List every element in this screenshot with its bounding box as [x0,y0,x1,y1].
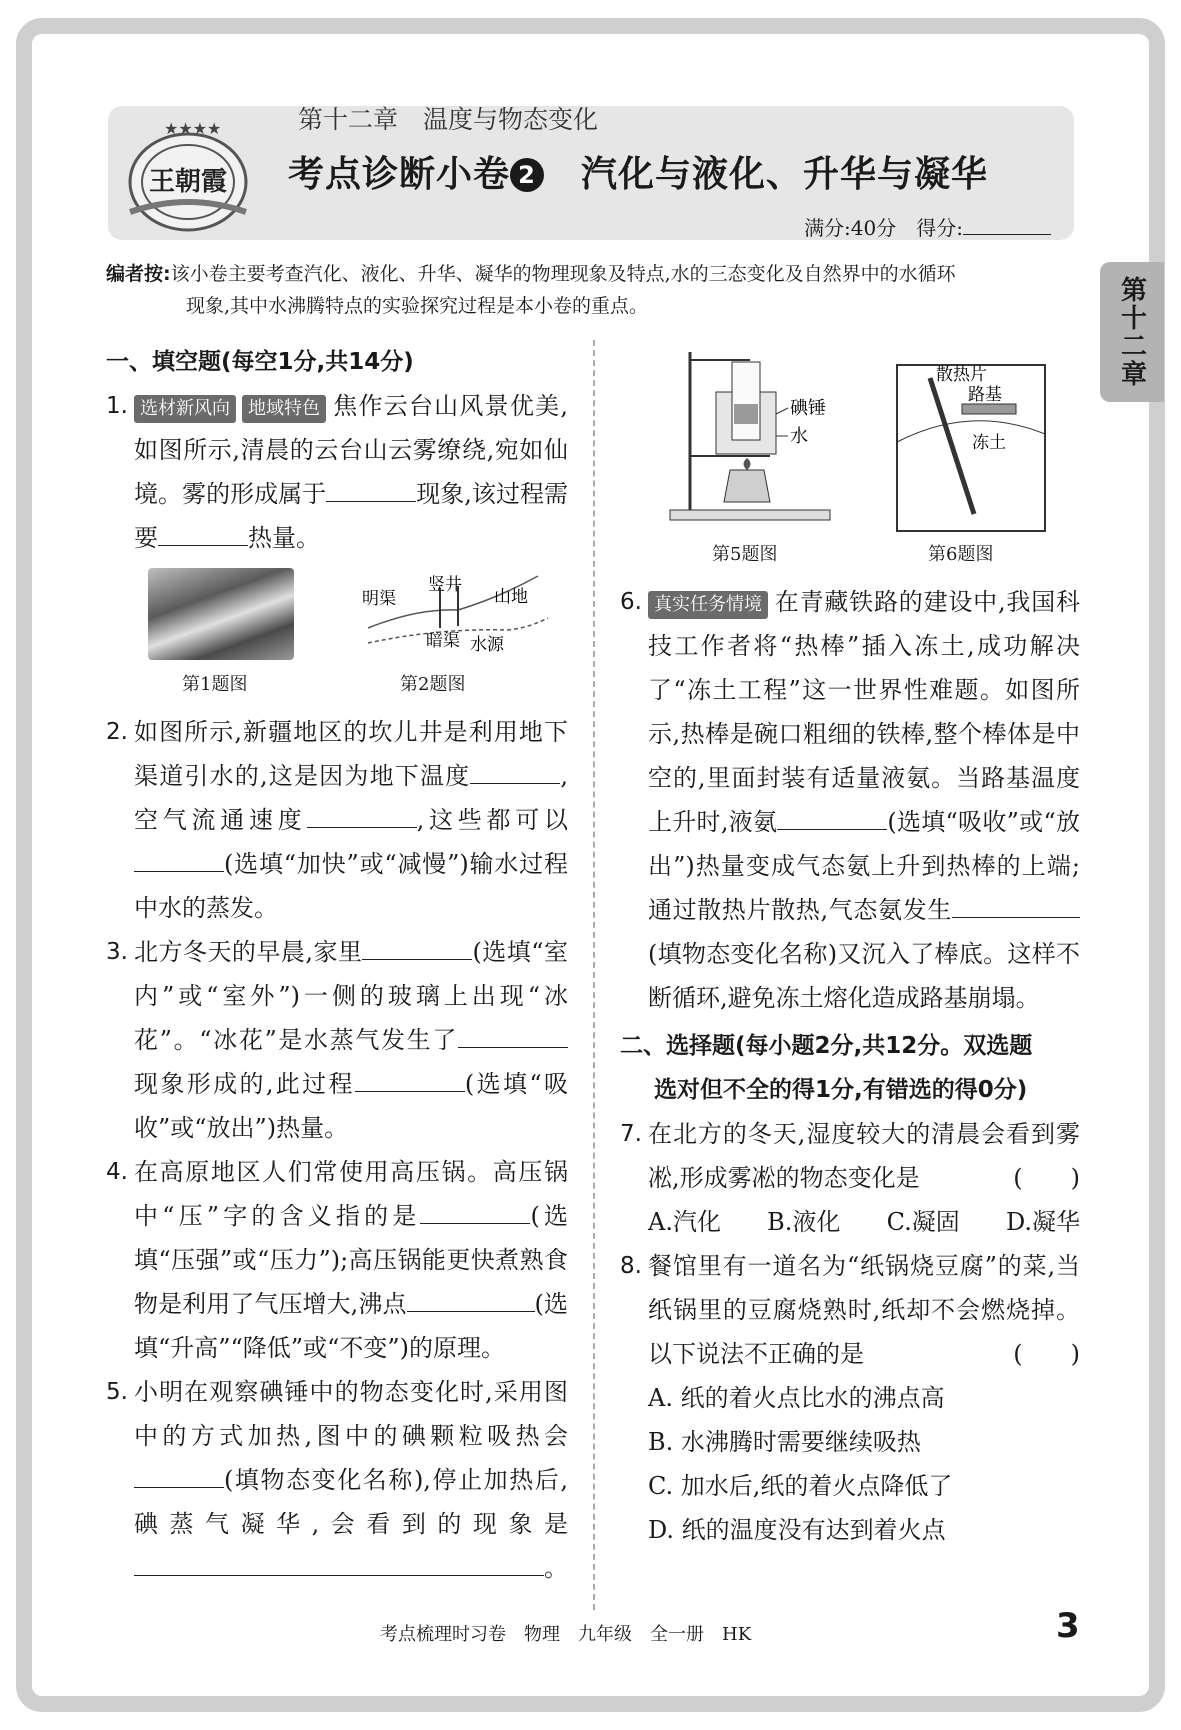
q8-text: 餐馆里有一道名为“纸锅烧豆腐”的菜,当纸锅里的豆腐烧熟时,纸却不会燃烧掉。以下说法不正确的是 [648,1252,1080,1368]
q6-text2: (选填“吸收”或“放出”)热量变成气态氨上升到热棒的上端;通过散热片散热,气态氨发生 [648,808,1080,924]
q3-blank-1[interactable] [362,931,472,960]
q7-number: 7. [620,1121,642,1147]
q4-number: 4. [106,1159,128,1185]
left-figures [140,568,560,708]
q3-text4: (选填“吸收”或“放出”)热量。 [134,1070,568,1142]
q2-blank-2[interactable] [307,799,417,828]
q8-option-c[interactable]: C. 加水后,纸的着火点降低了 [648,1472,953,1500]
q1-yuntai-mountain-photo [148,568,294,660]
f2-label-shuiyuan: 水源 [470,635,504,655]
q2-text1: 如图所示,新疆地区的坎儿井是利用地下渠道引水的,这是因为地下温度 [134,718,568,790]
f6-label-sanre: 散热片 [936,365,987,385]
chapter-subtitle: 第十二章 温度与物态变化 [298,105,599,134]
q8-option-a[interactable]: A. 纸的着火点比水的沸点高 [648,1384,945,1412]
score-line [804,212,1051,241]
q8-answer-paren[interactable]: ( ) [1013,1340,1080,1368]
q2-blank-1[interactable] [470,755,560,784]
q2-blank-3[interactable] [134,843,224,872]
q3-text2: (选填“室内”或“室外”)一侧的玻璃上出现“冰花”。“冰花”是水蒸气发生了 [134,938,568,1054]
q8-option-b[interactable]: B. 水沸腾时需要继续吸热 [648,1428,921,1456]
question-7 [620,1112,1080,1200]
q7-answer-paren[interactable]: ( ) [1013,1164,1080,1192]
q3-text3: 现象形成的,此过程 [134,1070,355,1098]
section1-title: 一、填空题(每空1分,共14分) [106,349,414,375]
question-3 [106,930,568,1150]
left-column [106,340,568,1590]
publisher-logo [118,112,258,236]
q6-blank-2[interactable] [952,889,1080,918]
section2-line1: 二、选择题(每小题2分,共12分。双选题 [620,1033,1033,1059]
q5-iodine-hammer-apparatus [660,344,860,534]
q1-tag-region: 地域特色 [242,395,326,423]
editor-line2: 现象,其中水沸腾特点的实验探究过程是本小卷的重点。 [186,295,649,317]
q4-text3: (选填“升高”“降低”或“不变”)的原理。 [134,1290,568,1362]
q1-number: 1. [106,393,128,419]
column-divider [593,340,595,1610]
q1-text1: 焦作云台山风景优美,如图所示,清晨的云台山云雾缭绕,宛如仙境。雾的形成属于 [134,392,568,508]
q3-number: 3. [106,939,128,965]
editor-note [106,258,1076,322]
q4-text1: 在高原地区人们常使用高压锅。高压锅中“压”字的含义指的是 [134,1158,568,1230]
title-prefix: 考点诊断小卷 [288,154,511,195]
question-1 [106,384,568,560]
q7-option-d[interactable]: D.凝华 [1005,1208,1080,1236]
section2-title [620,1024,1080,1112]
fig5-caption: 第5题图 [712,544,778,565]
fig6-caption: 第6题图 [928,544,994,565]
score-blank[interactable] [963,216,1051,235]
right-figures [660,344,1080,570]
title-topic: 汽化与液化、升华与凝华 [581,154,989,195]
fig2-caption: 第2题图 [400,674,466,695]
editor-label: 编者按: [106,263,171,285]
q1-text3: 热量。 [248,524,320,552]
q5-number: 5. [106,1379,128,1405]
section2-line2: 选对但不全的得1分,有错选的得0分) [654,1077,1028,1103]
footer-text: 考点梳理时习卷 物理 九年级 全一册 HK [380,1624,752,1645]
q3-blank-3[interactable] [355,1063,465,1092]
f6-label-luji: 路基 [968,385,1002,405]
q2-number: 2. [106,719,128,745]
question-2 [106,710,568,930]
q5-blank-2[interactable] [134,1547,544,1576]
q7-option-b[interactable]: B.液化 [767,1208,841,1236]
score-label: 满分:40分 得分: [804,216,963,240]
q7-option-a[interactable]: A.汽化 [648,1208,721,1236]
f6-label-dongtu: 冻土 [972,433,1006,453]
right-column [620,580,1080,1552]
q2-text2: ,空气流通速度 [134,762,568,834]
f5-label-shui: 水 [790,426,808,447]
q1-tag-trend: 选材新风向 [134,395,236,423]
q7-options [620,1200,1080,1244]
question-5 [106,1370,568,1590]
q8-options [620,1376,1080,1552]
q4-blank-1[interactable] [420,1195,530,1224]
question-4 [106,1150,568,1370]
title-number-badge: 2 [510,158,544,192]
q3-text1: 北方冬天的早晨,家里 [134,938,363,966]
f2-label-mingqu: 明渠 [362,589,396,609]
q2-text4: (选填“加快”或“减慢”)输水过程中水的蒸发。 [134,850,568,922]
q7-text: 在北方的冬天,湿度较大的清晨会看到雾凇,形成雾凇的物态变化是 [648,1120,1080,1192]
q1-text2: 现象,该过程需要 [134,480,568,552]
svg-text:★★★★: ★★★★ [164,119,222,138]
q3-blank-2[interactable] [458,1019,568,1048]
q8-option-d[interactable]: D. 纸的温度没有达到着火点 [648,1516,946,1544]
page-title [288,146,988,197]
chapter-side-tab[interactable] [1100,262,1164,402]
side-tab-label: 第十二章 [1116,276,1147,388]
q6-number: 6. [620,589,642,615]
q1-blank-2[interactable] [158,517,248,546]
q5-text3: 。 [544,1554,568,1582]
q2-text3: ,这些都可以 [416,806,568,834]
f2-label-shandi: 山地 [494,587,528,607]
page-number: 3 [1056,1606,1080,1646]
f5-label-dianchui: 碘锤 [790,398,826,419]
q5-text2: (填物态变化名称),停止加热后,碘蒸气凝华,会看到的现象是 [134,1466,568,1538]
q7-option-c[interactable]: C.凝固 [886,1208,960,1236]
question-6 [620,580,1080,1020]
logo-text: 王朝霞 [148,167,228,197]
q6-tag: 真实任务情境 [648,591,768,619]
editor-line1: 该小卷主要考查汽化、液化、升华、凝华的物理现象及特点,水的三态变化及自然界中的水循环 [170,263,956,285]
q8-number: 8. [620,1253,642,1279]
q6-text1: 在青藏铁路的建设中,我国科技工作者将“热棒”插入冻土,成功解决了“冻土工程”这一世界性难题。如图所示,热棒是碗口粗细的铁棒,整个棒体是中空的,里面封装有适量液氨。当路基温度上升时,液氨 [648,588,1080,836]
fig1-caption: 第1题图 [182,674,248,695]
q5-text1: 小明在观察碘锤中的物态变化时,采用图中的方式加热,图中的碘颗粒吸热会 [134,1378,568,1450]
question-8 [620,1244,1080,1376]
q6-blank-1[interactable] [777,801,887,830]
q6-text3: (填物态变化名称)又沉入了棒底。这样不断循环,避免冻土熔化造成路基崩塌。 [648,940,1080,1012]
q4-blank-2[interactable] [407,1283,535,1312]
q5-blank-1[interactable] [134,1459,224,1488]
q4-text2: (选填“压强”或“压力”);高压锅能更快煮熟食物是利用了气压增大,沸点 [134,1202,568,1318]
q6-heat-pipe-diagram [896,364,1046,534]
q1-blank-1[interactable] [326,473,416,502]
f2-label-shujing: 竖井 [428,575,462,595]
f2-label-anqu: 暗渠 [426,631,460,651]
q2-kanerjing-diagram [358,568,558,668]
